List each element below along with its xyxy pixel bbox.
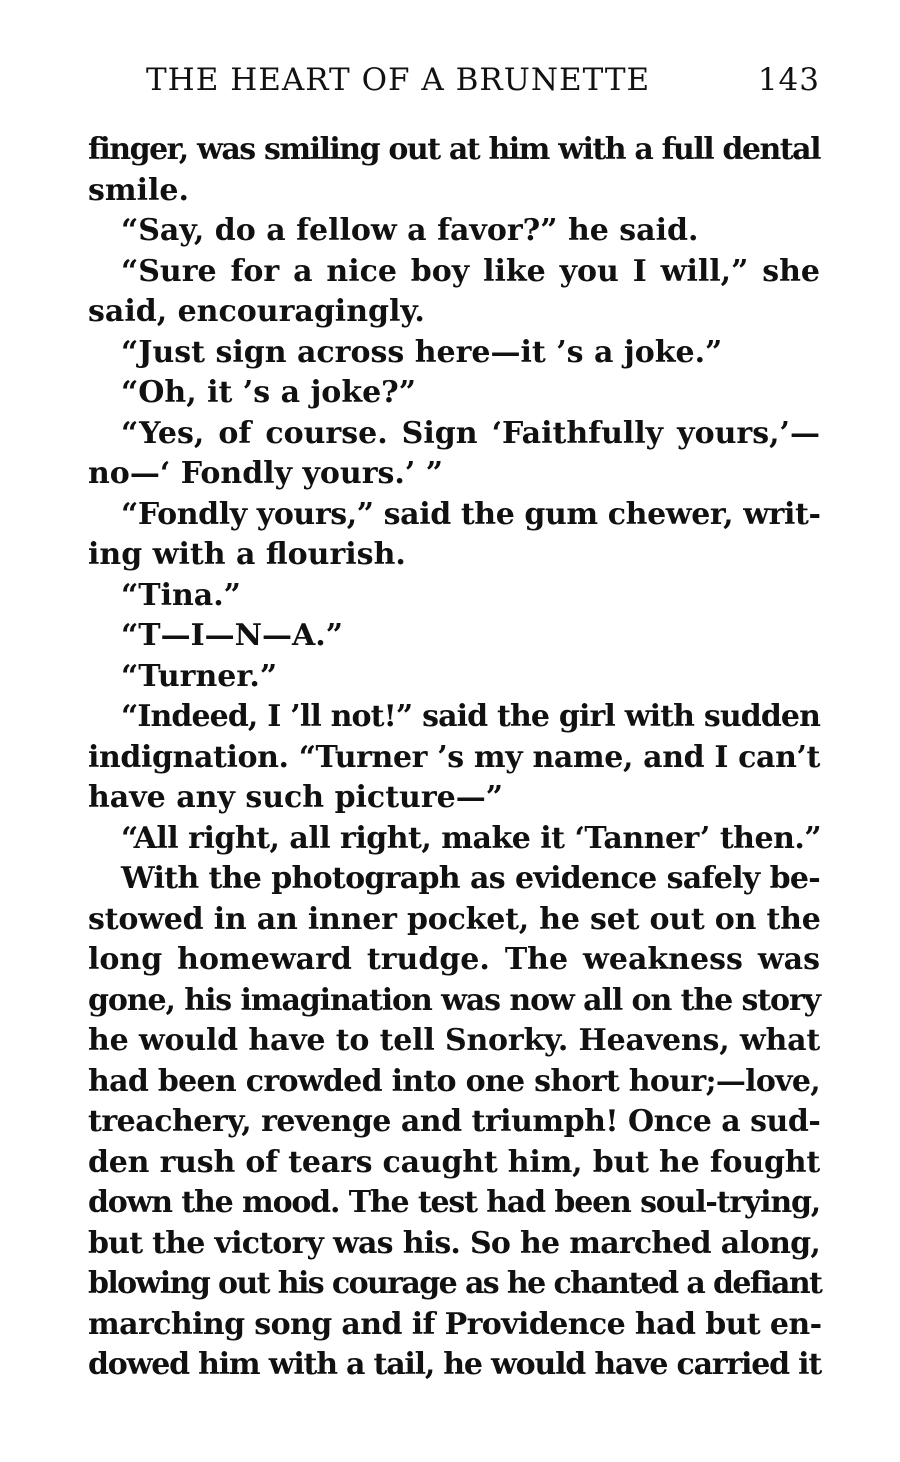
text-line: “T—I—N—A.” <box>121 618 344 653</box>
text-line: “Oh, it ’s a joke?” <box>121 375 417 410</box>
text-line: “All right, all right, make it ‘Tanner’ then.” <box>121 820 822 856</box>
page-number: 143 <box>757 62 820 98</box>
text-line: long homeward trudge. The weakness was <box>88 942 820 977</box>
text-line: have any such picture—” <box>88 780 504 815</box>
text-line: “Indeed, I ’ll not!” said the girl with sudden <box>121 699 820 734</box>
text-line: down the mood. The test had been soul-trying, <box>88 1185 820 1220</box>
text-line: marching song and if Providence had but en- <box>88 1306 822 1342</box>
text-line: said, encouragingly. <box>88 294 425 329</box>
text-line: “Turner.” <box>121 658 278 694</box>
text-line: ing with a flourish. <box>88 537 406 572</box>
text-line: smile. <box>88 172 189 208</box>
text-line: had been crowded into one short hour;—love, <box>88 1063 820 1099</box>
running-title: THE HEART OF A BRUNETTE <box>146 62 651 98</box>
body-text <box>88 130 820 1386</box>
text-line: With the photograph as evidence safely be- <box>121 861 820 896</box>
text-line: “Fondly yours,” said the gum chewer, writ- <box>121 496 821 532</box>
text-line: “Yes, of course. Sign ‘Faithfully yours,’— <box>121 415 820 451</box>
text-line: no—‘ Fondly yours.’ ” <box>88 456 443 491</box>
text-line: “Say, do a fellow a favor?” he said. <box>121 213 699 248</box>
text-line: but the victory was his. So he marched along, <box>88 1225 820 1261</box>
text-line: he would have to tell Snorky. Heavens, what <box>88 1023 820 1058</box>
text-line: indignation. “Turner ’s my name, and I can’t <box>88 739 820 775</box>
text-line: gone, his imagination was now all on the story <box>88 982 820 1018</box>
text-line: stowed in an inner pocket, he set out on the <box>88 901 821 937</box>
text-line: “Sure for a nice boy like you I will,” she <box>121 253 820 289</box>
text-line: treachery, revenge and triumph! Once a sud- <box>88 1104 821 1139</box>
text-line: den rush of tears caught him, but he fought <box>88 1144 820 1180</box>
text-line: “Tina.” <box>121 577 241 613</box>
running-head <box>88 62 820 106</box>
text-line: “Just sign across here—it ’s a joke.” <box>121 334 723 370</box>
text-line: dowed him with a tail, he would have carried it <box>88 1347 822 1382</box>
text-line: finger, was smiling out at him with a full dental <box>88 132 820 167</box>
text-line: blowing out his courage as he chanted a defiant <box>88 1266 822 1301</box>
